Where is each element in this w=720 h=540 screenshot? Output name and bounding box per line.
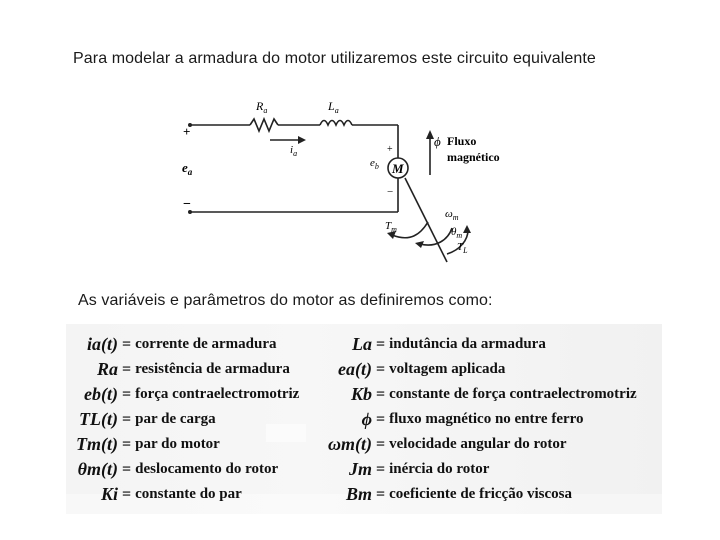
label-ra: $R_a$ — [256, 99, 268, 115]
inductor-la — [320, 121, 352, 126]
definition-symbol: Ki — [100, 484, 118, 504]
definition-symbol: Jm — [348, 459, 372, 479]
definition-row — [314, 482, 637, 507]
slide-title: Para modelar a armadura do motor utilizaremos este circuito equivalente — [73, 50, 596, 67]
equals-sign: = — [122, 410, 132, 428]
label-la: $L_a$ — [328, 99, 339, 115]
definition-symbol: ϕ — [361, 409, 372, 429]
equals-sign: = — [122, 485, 132, 503]
flux-label-line1: Fluxo — [447, 134, 477, 148]
minus-sign-motor: − — [387, 186, 394, 198]
definition-row — [314, 382, 637, 407]
definition-symbol: ea(t) — [338, 359, 372, 379]
resistor-ra — [250, 119, 278, 131]
label-wm: $\omega_m$ — [445, 208, 459, 222]
definitions-scan — [66, 324, 662, 514]
flux-arrowhead — [426, 130, 434, 139]
definitions-heading: As variáveis e parâmetros do motor as definiremos como: — [78, 292, 493, 309]
motor-letter: M — [392, 161, 404, 176]
definition-symbol: Kb — [350, 384, 372, 404]
definition-text: fluxo magnético no entre ferro — [389, 411, 584, 427]
current-arrowhead — [298, 136, 306, 144]
definition-symbol: La — [352, 334, 372, 354]
definition-text: indutância da armadura — [389, 336, 546, 352]
label-ea: $e_a$ — [182, 160, 193, 177]
definition-row — [74, 332, 299, 357]
equals-sign: = — [122, 335, 132, 353]
definition-symbol: ia(t) — [87, 334, 118, 354]
definition-row — [74, 357, 299, 382]
label-thm: $\theta_m$ — [451, 226, 463, 240]
definitions-right-column — [314, 332, 637, 507]
minus-sign-input: − — [183, 197, 191, 212]
definition-symbol: TL(t) — [79, 409, 118, 429]
definition-text: resistência de armadura — [135, 361, 290, 377]
equals-sign: = — [376, 435, 386, 453]
tm-curve — [392, 222, 428, 238]
definition-row — [74, 432, 299, 457]
equals-sign: = — [122, 360, 132, 378]
definition-symbol: Ra — [96, 359, 118, 379]
wm-curve — [420, 228, 452, 245]
equals-sign: = — [122, 435, 132, 453]
label-eb: $e_b$ — [370, 157, 379, 171]
definition-text: par do motor — [135, 436, 220, 452]
definition-text: coeficiente de fricção viscosa — [389, 486, 572, 502]
definition-row — [74, 407, 299, 432]
definition-text: inércia do rotor — [389, 461, 490, 477]
definition-row — [74, 482, 299, 507]
equals-sign: = — [376, 360, 386, 378]
definition-text: voltagem aplicada — [389, 361, 506, 377]
definition-text: corrente de armadura — [135, 336, 277, 352]
definition-text: deslocamento do rotor — [135, 461, 279, 477]
equals-sign: = — [376, 410, 386, 428]
equals-sign: = — [376, 335, 386, 353]
definition-symbol: ωm(t) — [327, 434, 372, 454]
plus-sign-input: + — [183, 124, 191, 139]
flux-label-line2: magnético — [447, 150, 500, 164]
definition-text: constante de força contraelectromotriz — [389, 386, 637, 402]
definition-row — [314, 432, 637, 457]
definition-row — [74, 382, 299, 407]
definition-row — [314, 457, 637, 482]
equals-sign: = — [376, 460, 386, 478]
definition-symbol: eb(t) — [84, 384, 118, 404]
equals-sign: = — [122, 385, 132, 403]
equals-sign: = — [122, 460, 132, 478]
definition-row — [74, 457, 299, 482]
definition-text: par de carga — [135, 411, 216, 427]
definition-text: força contraelectromotriz — [135, 386, 300, 402]
definition-row — [314, 357, 637, 382]
definition-row — [314, 407, 637, 432]
equals-sign: = — [376, 485, 386, 503]
label-ia: $i_a$ — [290, 144, 298, 158]
label-tm: $T_m$ — [385, 220, 397, 234]
plus-sign-motor: + — [387, 144, 393, 155]
definition-text: constante do par — [135, 486, 242, 502]
definition-symbol: Bm — [345, 484, 372, 504]
tl-arrowhead — [463, 225, 471, 233]
definition-row — [314, 332, 637, 357]
definition-text: velocidade angular do rotor — [389, 436, 567, 452]
definition-symbol: θm(t) — [77, 459, 118, 479]
label-tl: $T_L$ — [457, 241, 468, 255]
definitions-left-column — [74, 332, 299, 507]
definition-symbol: Tm(t) — [76, 434, 118, 454]
label-phi: ϕ — [434, 134, 441, 149]
equals-sign: = — [376, 385, 386, 403]
shaft-line — [405, 178, 447, 262]
